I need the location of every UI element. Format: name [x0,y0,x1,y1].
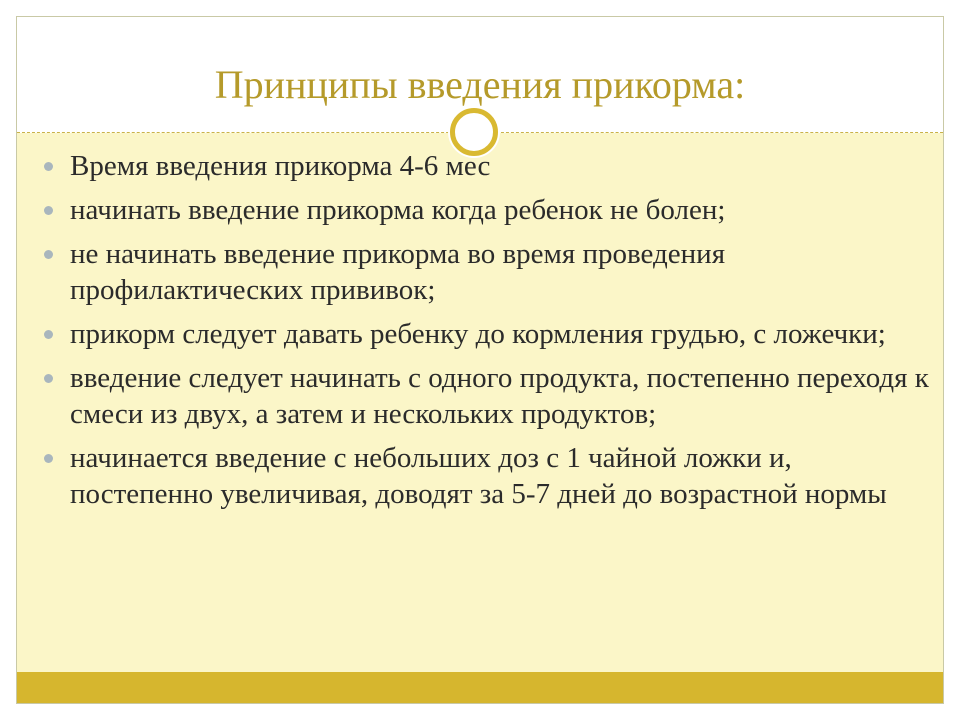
slide-title: Принципы введения прикорма: [214,62,746,107]
bullet-item [40,148,930,184]
bullet-dot-icon [44,162,53,171]
bullet-dot-icon [44,206,53,215]
bullet-item [40,192,930,228]
bullet-item [40,440,930,512]
bullet-text: начинать введение прикорма когда ребенок не болен; [70,194,726,226]
bottom-band [17,672,943,703]
bullet-text: Время введения прикорма 4-6 мес [70,150,491,182]
bullet-dot-icon [44,454,53,463]
bullet-text: не начинать введение прикорма во время проведения профилактических прививок; [70,238,726,306]
bullet-text: прикорм следует давать ребенку до кормления грудью, с ложечки; [70,318,886,350]
bullet-item [40,360,930,432]
bullet-dot-icon [44,374,53,383]
bullet-item [40,236,930,308]
bullet-dot-icon [44,330,53,339]
bullet-text: введение следует начинать с одного продукта, постепенно переходя к смеси из двух, а затем и нескольких продуктов; [70,362,929,430]
bullet-list [40,148,930,520]
bullet-dot-icon [44,250,53,259]
bullet-text: начинается введение с небольших доз с 1 чайной ложки и, постепенно увеличивая, доводят за 5-7 дней до возрастной нормы [70,442,887,510]
bullet-item [40,316,930,352]
